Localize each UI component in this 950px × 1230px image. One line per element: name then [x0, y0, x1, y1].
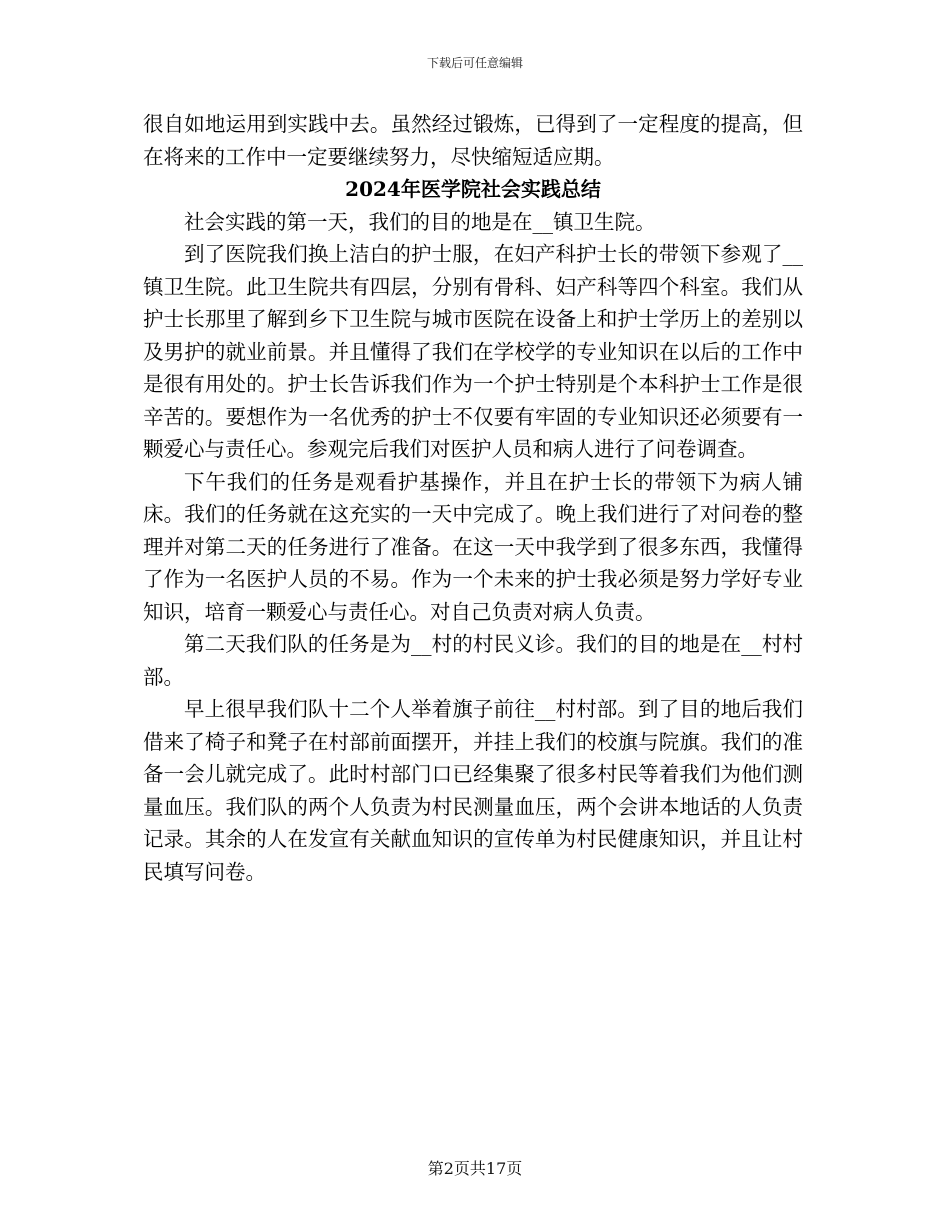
paragraph-3: 下午我们的任务是观看护基操作，并且在护士长的带领下为病人铺床。我们的任务就在这充实的一天中完成了。晚上我们进行了对问卷的整理并对第二天的任务进行了准备。在这一天中我学到了很多东西，我懂得了作为一名医护人员的不易。作为一个未来的护士我必须是努力学好专业知识，培育一颗爱心与责任心。对自己负责对病人负责。	[143, 469, 803, 624]
paragraph-4: 第二天我们队的任务是为__村的村民义诊。我们的目的地是在__村村部。	[143, 632, 803, 689]
document-body	[143, 108, 803, 888]
paragraph-1: 社会实践的第一天，我们的目的地是在__镇卫生院。	[184, 209, 656, 234]
paragraph-5: 早上很早我们队十二个人举着旗子前往__村村部。到了目的地后我们借来了椅子和凳子在村部前面摆开，并挂上我们的校旗与院旗。我们的准备一会儿就完成了。此时村部门口已经集聚了很多村民等着我们为他们测量血压。我们队的两个人负责为村民测量血压，两个会讲本地话的人负责记录。其余的人在发宣有关献血知识的宣传单为村民健康知识，并且让村民填写问卷。	[143, 697, 803, 884]
section-title: 2024年医学院社会实践总结	[345, 177, 601, 201]
page-header: 下载后可任意编辑	[426, 56, 523, 70]
paragraph-2: 到了医院我们换上洁白的护士服，在妇产科护士长的带领下参观了__镇卫生院。此卫生院共有四层，分别有骨科、妇产科等四个科室。我们从护士长那里了解到乡下卫生院与城市医院在设备上和护士学历上的差别以及男护的就业前景。并且懂得了我们在学校学的专业知识在以后的工作中是很有用处的。护士长告诉我们作为一个护士特别是个本科护士工作是很辛苦的。要想作为一名优秀的护士不仅要有牢固的专业知识还必须要有一颗爱心与责任心。参观完后我们对医护人员和病人进行了问卷调查。	[143, 242, 803, 461]
page-footer: 第2页共17页	[427, 1159, 523, 1178]
continuation-paragraph: 很自如地运用到实践中去。虽然经过锻炼，已得到了一定程度的提高，但在将来的工作中一定要继续努力，尽快缩短适应期。	[143, 112, 803, 169]
